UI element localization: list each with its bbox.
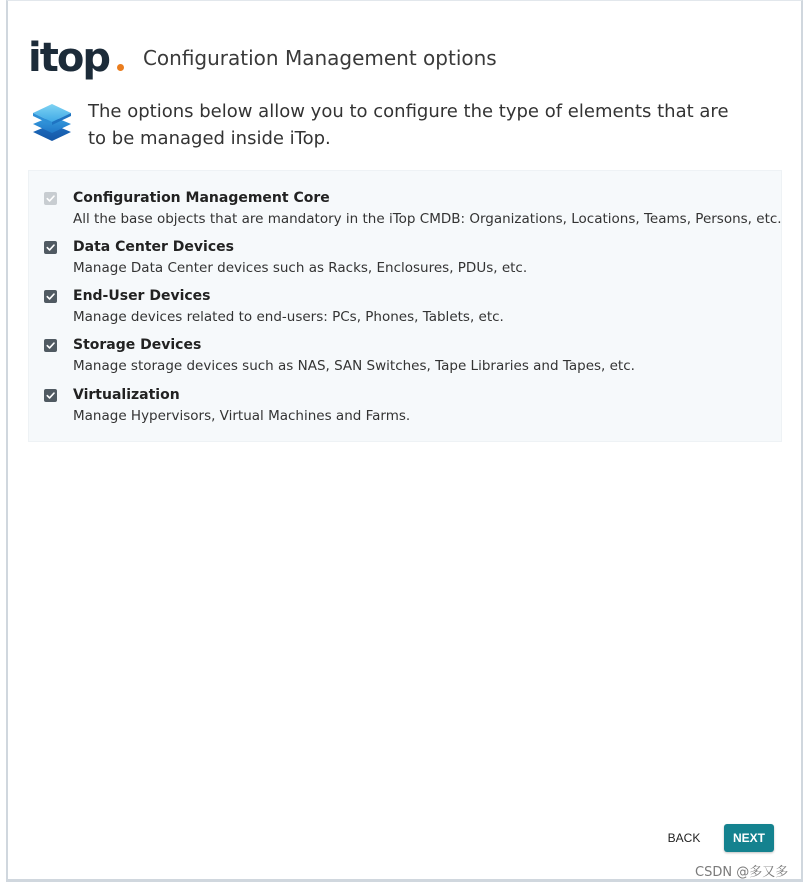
option-data-center-devices[interactable] — [44, 238, 527, 278]
checkbox-storage-devices[interactable] — [44, 339, 57, 352]
page-title: Configuration Management options — [142, 46, 497, 70]
option-text — [73, 189, 782, 229]
option-description: All the base objects that are mandatory in the iTop CMDB: Organizations, Locations, Teams, Persons, etc. — [73, 211, 782, 227]
option-virtualization[interactable] — [44, 386, 410, 426]
watermark: CSDN @多又多 — [695, 865, 789, 880]
next-button[interactable]: NEXT — [724, 824, 774, 852]
option-title: End-User Devices — [73, 288, 211, 304]
option-text — [73, 287, 504, 327]
intro-text: The options below allow you to configure the type of elements that are to be managed inside iTop. — [88, 101, 729, 149]
option-description: Manage devices related to end-users: PCs, Phones, Tablets, etc. — [73, 309, 504, 325]
logo-text: itop — [28, 35, 109, 81]
intro-section — [30, 98, 750, 152]
page-header — [28, 34, 497, 82]
checkbox-virtualization[interactable] — [44, 389, 57, 402]
option-end-user-devices[interactable] — [44, 287, 504, 327]
check-icon — [45, 390, 56, 401]
option-storage-devices[interactable] — [44, 336, 635, 376]
option-description: Manage Data Center devices such as Racks, Enclosures, PDUs, etc. — [73, 260, 528, 276]
checkbox-configuration-management-core — [44, 192, 57, 205]
option-description: Manage Hypervisors, Virtual Machines and Farms. — [73, 408, 411, 424]
option-title: Configuration Management Core — [73, 190, 330, 206]
layers-icon — [30, 100, 74, 146]
options-panel — [28, 170, 782, 442]
checkbox-end-user-devices[interactable] — [44, 290, 57, 303]
checkbox-data-center-devices[interactable] — [44, 241, 57, 254]
option-title: Virtualization — [73, 387, 180, 403]
check-icon — [45, 291, 56, 302]
check-icon — [45, 242, 56, 253]
check-icon — [45, 340, 56, 351]
option-text — [73, 336, 635, 376]
option-title: Data Center Devices — [73, 239, 234, 255]
option-text — [73, 238, 527, 278]
option-title: Storage Devices — [73, 337, 202, 353]
option-configuration-management-core[interactable] — [44, 189, 782, 229]
option-description: Manage storage devices such as NAS, SAN Switches, Tape Libraries and Tapes, etc. — [73, 358, 635, 374]
itop-logo — [28, 35, 124, 81]
check-icon — [45, 193, 56, 204]
back-button[interactable]: BACK — [660, 826, 708, 850]
option-text — [73, 386, 410, 426]
logo-dot — [117, 64, 124, 71]
